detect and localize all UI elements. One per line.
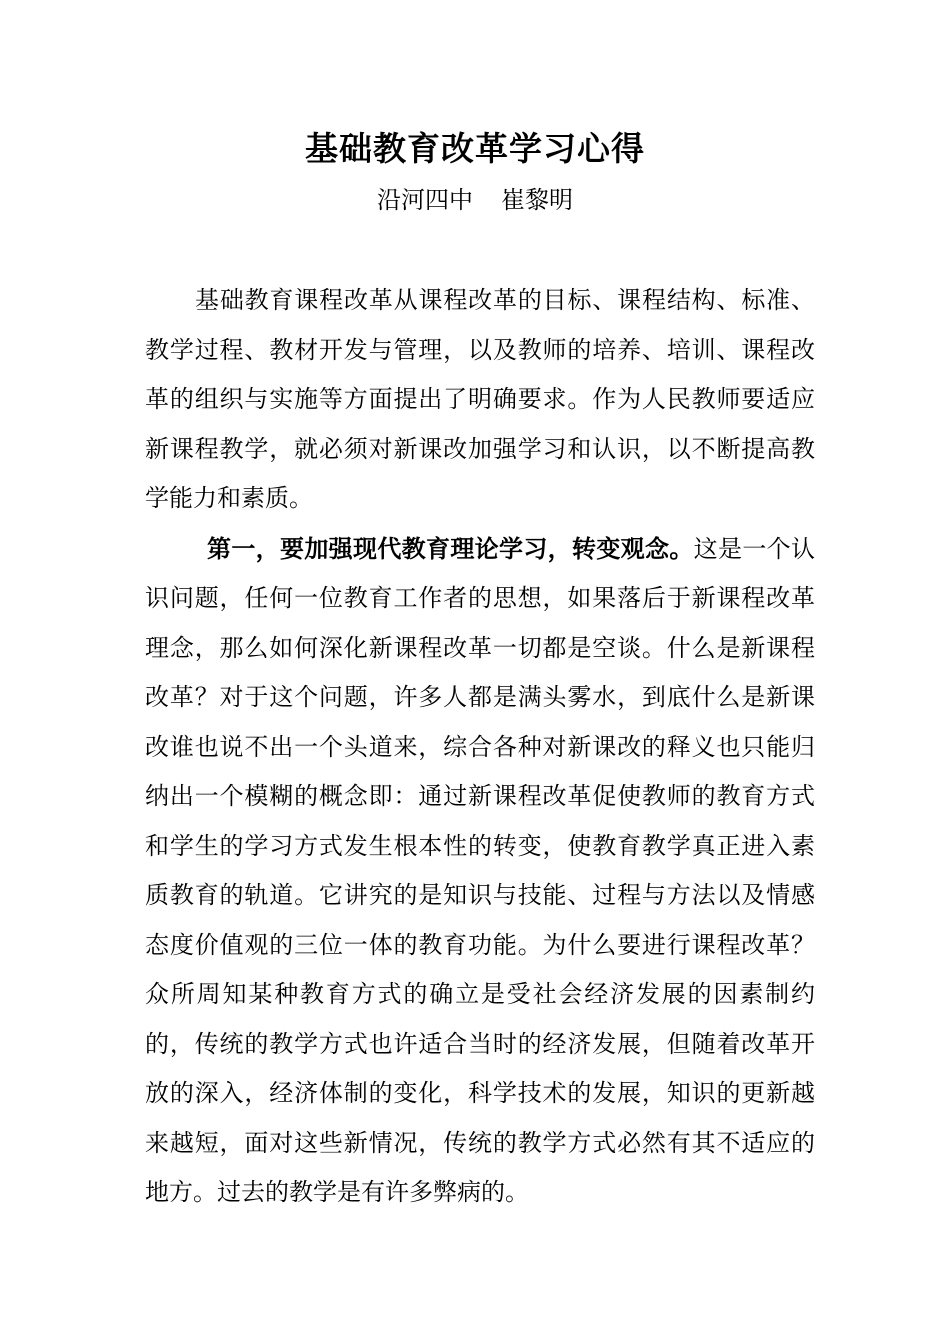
paragraph-text: 这是一个认识问题，任何一位教育工作者的思想，如果落后于新课程改革理念，那么如何深化新课程改革一切都是空谈。什么是新课程改革？对于这个问题，许多人都是满头雾水，到底什么是新课改谁也说不出一个头道来，综合各种对新课改的释义也只能归纳出一个模糊的概念即：通过新课程改革促使教师的教育方式和学生的学习方式发生根本性的转变，使教育教学真正进入素质教育的轨道。它讲究的是知识与技能、过程与方法以及情感态度价值观的三位一体的教育功能。为什么要进行课程改革？众所周知某种教育方式的确立是受社会经济发展的因素制约的，传统的教学方式也许适合当时的经济发展，但随着改革开放的深入，经济体制的变化，科学技术的发展，知识的更新越来越短，面对这些新情况，传统的教学方式必然有其不适应的地方。过去的教学是有许多弊病的。 <box>145 534 816 1206</box>
body-text <box>145 276 815 1218</box>
paragraph-point-one <box>145 524 815 1218</box>
author-name: 崔黎明 <box>501 186 573 214</box>
school-name: 沿河四中 <box>377 186 473 214</box>
paragraph-intro <box>145 276 815 524</box>
document-title: 基础教育改革学习心得 <box>305 129 645 168</box>
paragraph-text: 基础教育课程改革从课程改革的目标、课程结构、标准、教学过程、教材开发与管理，以及教师的培养、培训、课程改革的组织与实施等方面提出了明确要求。作为人民教师要适应新课程教学，就必须对新课改加强学习和认识，以不断提高教学能力和素质。 <box>145 286 815 512</box>
paragraph-lead: 第一，要加强现代教育理论学习，转变观念。 <box>207 533 694 563</box>
byline <box>0 180 950 220</box>
